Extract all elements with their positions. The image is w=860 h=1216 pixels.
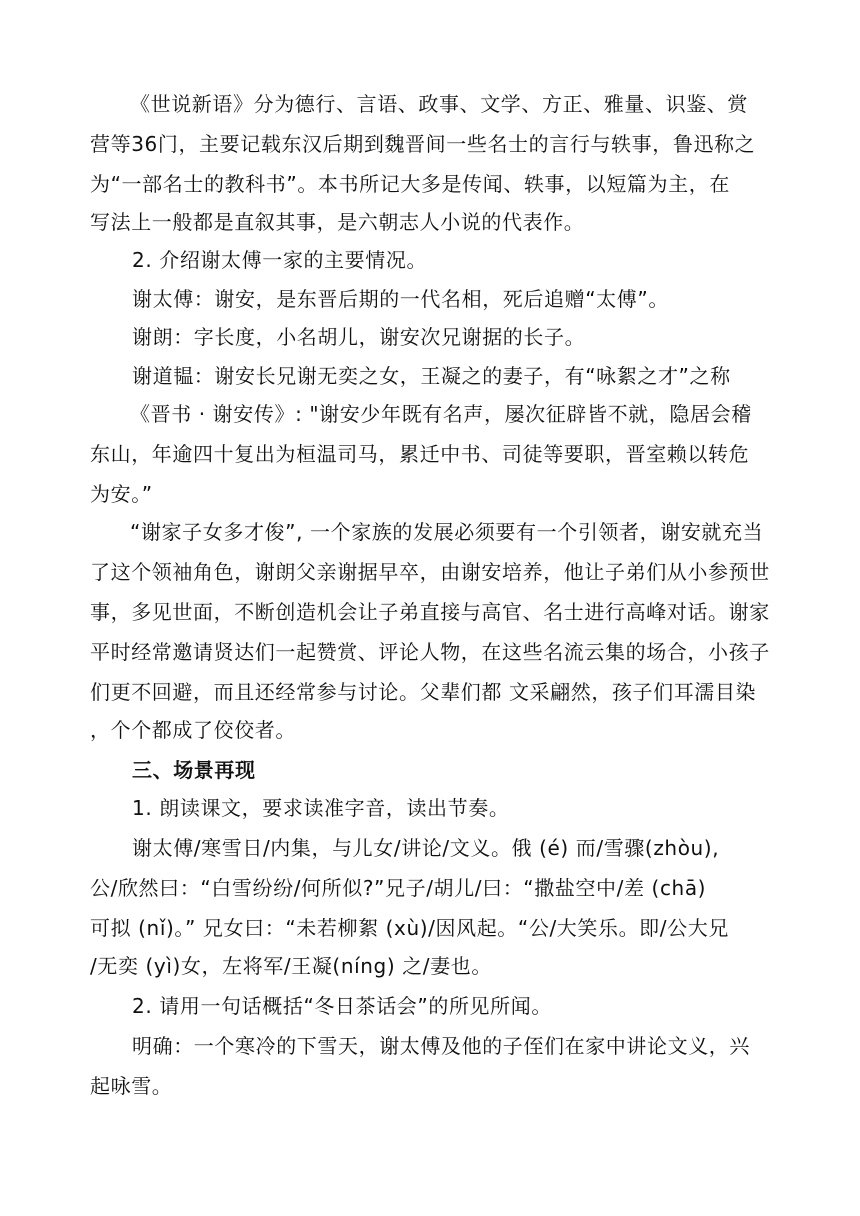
quote-line: 《晋书 · 谢安传》: "谢安少年既有名声，屡次征辟皆不就，隐居会稽 [130,402,752,426]
text-line: 可拟 (nǐ)。” 兄女曰：“未若柳絮 (xù)/因风起。“公/大笑乐。即/公大兄 [90,916,729,940]
text-line: 明确：一个寒冷的下雪天，谢太傅及他的子侄们在家中讲论文义，兴 [132,1034,750,1058]
text-line: 营等36门，主要记载东汉后期到魏晋间一些名士的言行与轶事，鲁迅称之 [90,132,756,156]
text-line: 《世说新语》分为德行、言语、政事、文学、方正、雅量、识鉴、赏 [130,92,748,116]
text-line: 为“一部名士的教科书”。本书所记大多是传闻、轶事，以短篇为主，在 [90,172,730,196]
text-line: 起咏雪。 [90,1074,173,1098]
text-line: 公/欣然曰：“白雪纷纷/何所似?”兄子/胡儿/曰：“撒盐空中/差 (chā) [90,876,707,900]
text-line: 了这个领袖角色，谢朗父亲谢据早卒，由谢安培养，他让子弟们从小参预世 [90,560,770,584]
text-line: 写法上一般都是直叙其事，是六朝志人小说的代表作。 [90,210,585,234]
quote-line: 为安。” [90,482,153,506]
section-item: 2. 介绍谢太傅一家的主要情况。 [132,248,428,272]
text-line: “谢家子女多才俊”, 一个家族的发展必须要有一个引领者，谢安就充当 [130,520,764,544]
section-heading: 三、场景再现 [132,758,256,782]
text-line: 谢太傅/寒雪日/内集，与儿女/讲论/文义。俄 (é) 而/雪骤(zhòu), [132,836,720,860]
text-line: /无奕 (yì)女，左将军/王凝(níng) 之/妻也。 [90,954,492,978]
text-line: 谢朗：字长度，小名胡儿，谢安次兄谢据的长子。 [132,325,586,349]
text-line: 平时经常邀请贤达们一起赞赏、评论人物，在这些名流云集的场合，小孩子 [90,640,770,664]
quote-line: 东山，年逾四十复出为桓温司马，累迁中书、司徒等要职，晋室赖以转危 [90,442,750,466]
text-line: 谢道韫：谢安长兄谢无奕之女，王凝之的妻子，有“咏絮之才”之称 [132,364,731,388]
section-item: 2. 请用一句话概括“冬日茶话会”的所见所闻。 [132,994,552,1018]
text-line: ，个个都成了佼佼者。 [90,718,296,742]
text-line: 事，多见世面，不断创造机会让子弟直接与高官、名士进行高峰对话。谢家 [90,600,770,624]
section-item: 1. 朗读课文，要求读准字音，读出节奏。 [132,796,510,820]
text-line: 谢太傅：谢安，是东晋后期的一代名相，死后追赠“太傅”。 [132,287,669,311]
text-line: 们更不回避，而且还经常参与讨论。父辈们都 文采翩然，孩子们耳濡目染 [90,680,757,704]
